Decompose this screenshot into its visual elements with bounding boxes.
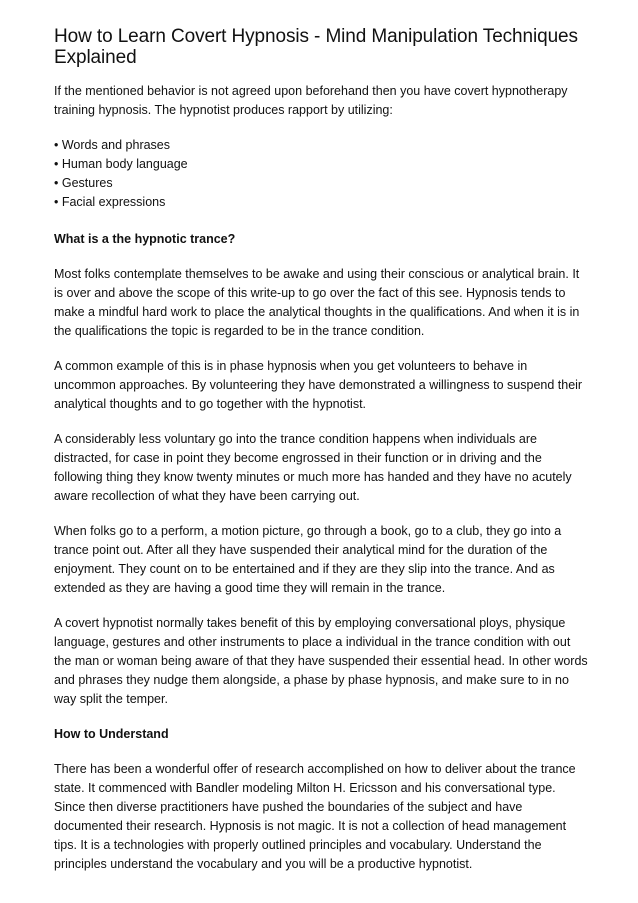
list-item: • Words and phrases xyxy=(54,138,171,152)
list-item: • Facial expressions xyxy=(54,195,166,209)
intro-paragraph: If the mentioned behavior is not agreed upon beforehand then you have covert hypnotherapy training hypnosis. The hypnotist produces rapport by utilizing: xyxy=(54,84,568,117)
body-paragraph: Most folks contemplate themselves to be awake and using their conscious or analytical brain. It is over and above the scope of this write-up to go over the fact of this see. Hypnosis tends to make a mindful hard work to place the analytical thoughts in the qualifications. And when it is in the qualifications the topic is regarded to be in the trance condition. xyxy=(54,267,580,338)
body-paragraph: When folks go to a perform, a motion picture, go through a book, go to a club, they go into a trance point out. After all they have suspended their analytical mind for the duration of the enjoyment. They count on to be entertained and if they are they slip into the trance. And as extended as they are having a good time they will remain in the trance. xyxy=(54,524,562,595)
section-heading-understand: How to Understand xyxy=(54,727,169,741)
body-paragraph: A covert hypnotist normally takes benefit of this by employing conversational ploys, physique language, gestures and other instruments to place a individual in the trance condition with out the man or woman being aware of that they have suspended their essential head. In other words and phrases they nudge them alongside, a phase by phase hypnosis, and make sure to in no way split the temper. xyxy=(54,616,588,706)
body-paragraph: A considerably less voluntary go into the trance condition happens when individuals are distracted, for case in point they become engrossed in their function or in driving and the following thing they know twenty minutes or much more has handed and they have no acutely aware recollection of what they have been carrying out. xyxy=(54,432,572,503)
technique-list xyxy=(54,136,588,212)
section-heading-trance: What is a the hypnotic trance? xyxy=(54,232,236,246)
list-item: • Human body language xyxy=(54,157,188,171)
body-paragraph: There has been a wonderful offer of research accomplished on how to deliver about the trance state. It commenced with Bandler modeling Milton H. Ericsson and his conversational type. Since then diverse practitioners have pushed the boundaries of the subject and have documented their research. Hypnosis is not magic. It is not a collection of head management tips. It is a technologies with properly outlined principles and vocabulary. Understand the principles understand the vocabulary and you will be a productive hypnotist. xyxy=(54,762,576,871)
document-title: How to Learn Covert Hypnosis - Mind Manipulation Techniques Explained xyxy=(54,26,578,68)
body-paragraph: A common example of this is in phase hypnosis when you get volunteers to behave in uncommon approaches. By volunteering they have demonstrated a willingness to suspend their analytical thoughts and to go together with the hypnotist. xyxy=(54,359,583,411)
list-item: • Gestures xyxy=(54,176,113,190)
